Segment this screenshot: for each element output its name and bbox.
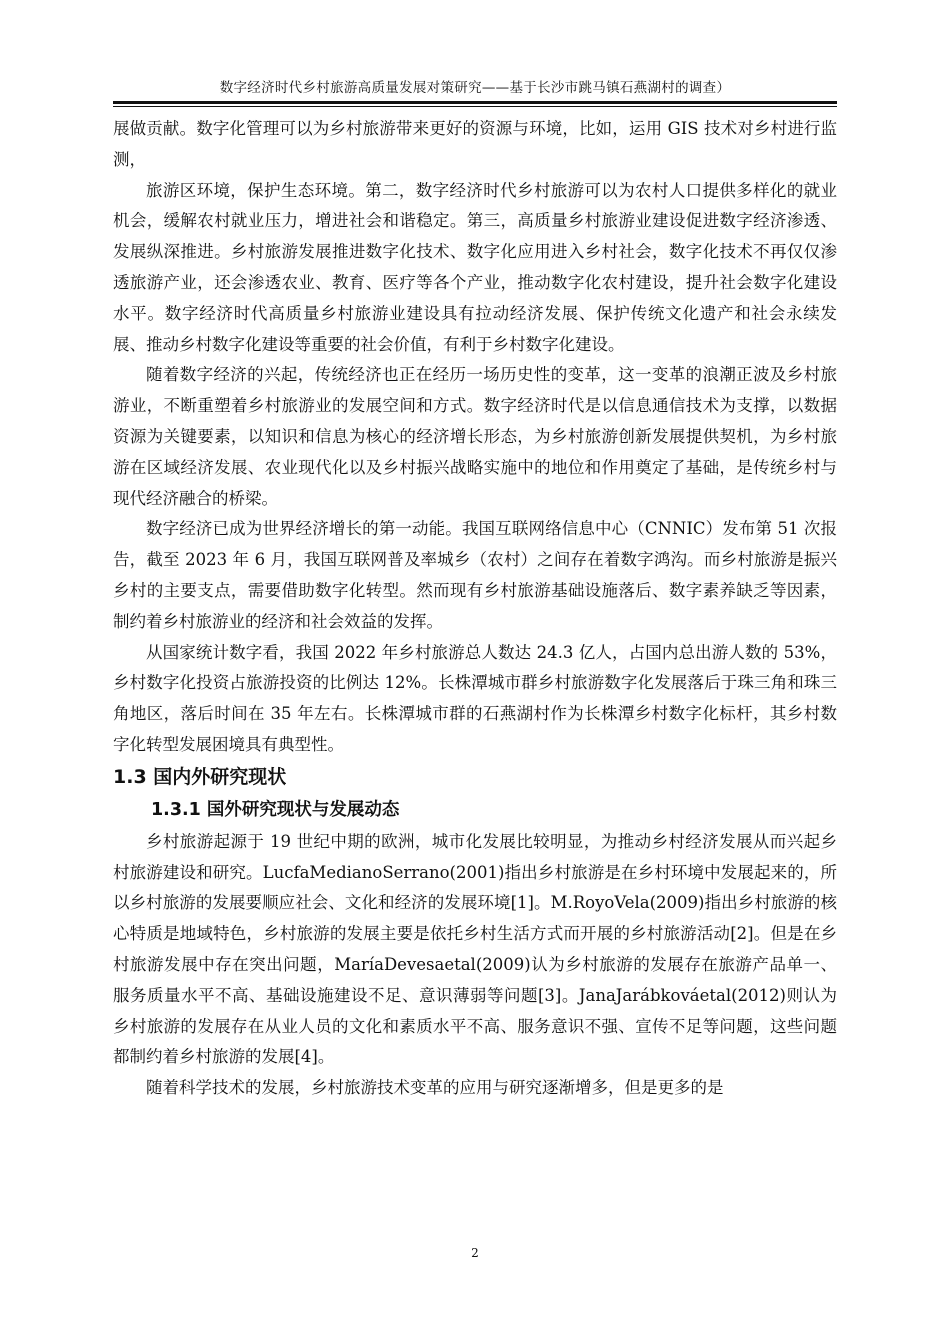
paragraph: 从国家统计数字看，我国 2022 年乡村旅游总人数达 24.3 亿人，占国内总出游人数的 53%，乡村数字化投资占旅游投资的比例达 12%。长株潭城市群乡村旅游数字化发展落后于珠三角和珠三角地区，落后时间在 35 年左右。长株潭城市群的石燕湖村作为长株潭乡村数字化标杆，其乡村数字化转型发展困境具有典型性。 — [113, 642, 837, 754]
page-number: 2 — [471, 1246, 479, 1260]
subsection-heading: 1.3.1 国外研究现状与发展动态 — [151, 799, 400, 820]
main-body — [113, 114, 837, 1104]
paragraph: 展做贡献。数字化管理可以为乡村旅游带来更好的资源与环境，比如，运用 GIS 技术对乡村进行监测， — [113, 119, 837, 169]
paragraph: 随着数字经济的兴起，传统经济也正在经历一场历史性的变革，这一变革的浪潮正波及乡村旅游业，不断重塑着乡村旅游业的发展空间和方式。数字经济时代是以信息通信技术为支撑，以数据资源为关键要素，以知识和信息为核心的经济增长形态，为乡村旅游创新发展提供契机，为乡村旅游在区域经济发展、农业现代化以及乡村振兴战略实施中的地位和作用奠定了基础，是传统乡村与现代经济融合的桥梁。 — [113, 365, 837, 508]
running-header: 数字经济时代乡村旅游高质量发展对策研究——基于长沙市跳马镇石燕湖村的调查） — [219, 80, 731, 96]
paragraph: 旅游区环境，保护生态环境。第二，数字经济时代乡村旅游可以为农村人口提供多样化的就业机会，缓解农村就业压力，增进社会和谐稳定。第三，高质量乡村旅游业建设促进数字经济渗透、发展纵深推进。乡村旅游发展推进数字化技术、数字化应用进入乡村社会，数字化技术不再仅仅渗透旅游产业，还会渗透农业、教育、医疗等各个产业，推动数字化农村建设，提升社会数字化建设水平。数字经济时代高质量乡村旅游业建设具有拉动经济发展、保护传统文化遗产和社会永续发展、推动乡村数字化建设等重要的社会价值，有利于乡村数字化建设。 — [113, 180, 837, 354]
paragraph: 随着科学技术的发展，乡村旅游技术变革的应用与研究逐渐增多，但是更多的是 — [146, 1078, 724, 1098]
section-heading: 1.3 国内外研究现状 — [113, 765, 287, 788]
header-rule-thick — [113, 101, 837, 104]
paragraph: 数字经济已成为世界经济增长的第一动能。我国互联网络信息中心（CNNIC）发布第 51 次报告，截至 2023 年 6 月，我国互联网普及率城乡（农村）之间存在着数字鸿沟。而乡村旅游是振兴乡村的主要支点，需要借助数字化转型。然而现有乡村旅游基础设施落后、数字素养缺乏等因素，制约着乡村旅游业的经济和社会效益的发挥。 — [113, 519, 837, 631]
paragraph: 乡村旅游起源于 19 世纪中期的欧洲，城市化发展比较明显，为推动乡村经济发展从而兴起乡村旅游建设和研究。LucfaMedianoSerrano(2001)指出乡村旅游是在乡村环境中发展起来的，所以乡村旅游的发展要顺应社会、文化和经济的发展环境[1]。M.RoyoVela(2009)指出乡村旅游的核心特质是地域特色，乡村旅游的发展主要是依托乡村生活方式而开展的乡村旅游活动[2]。但是在乡村旅游发展中存在突出问题，MaríaDevesaetal(2009)认为乡村旅游的发展存在旅游产品单一、服务质量水平不高、基础设施建设不足、意识薄弱等问题[3]。JanaJarábkováetal(2012)则认为乡村旅游的发展存在从业人员的文化和素质水平不高、服务意识不强、宣传不足等问题，这些问题都制约着乡村旅游的发展[4]。 — [113, 831, 837, 1067]
header-rule-thin — [113, 106, 837, 107]
